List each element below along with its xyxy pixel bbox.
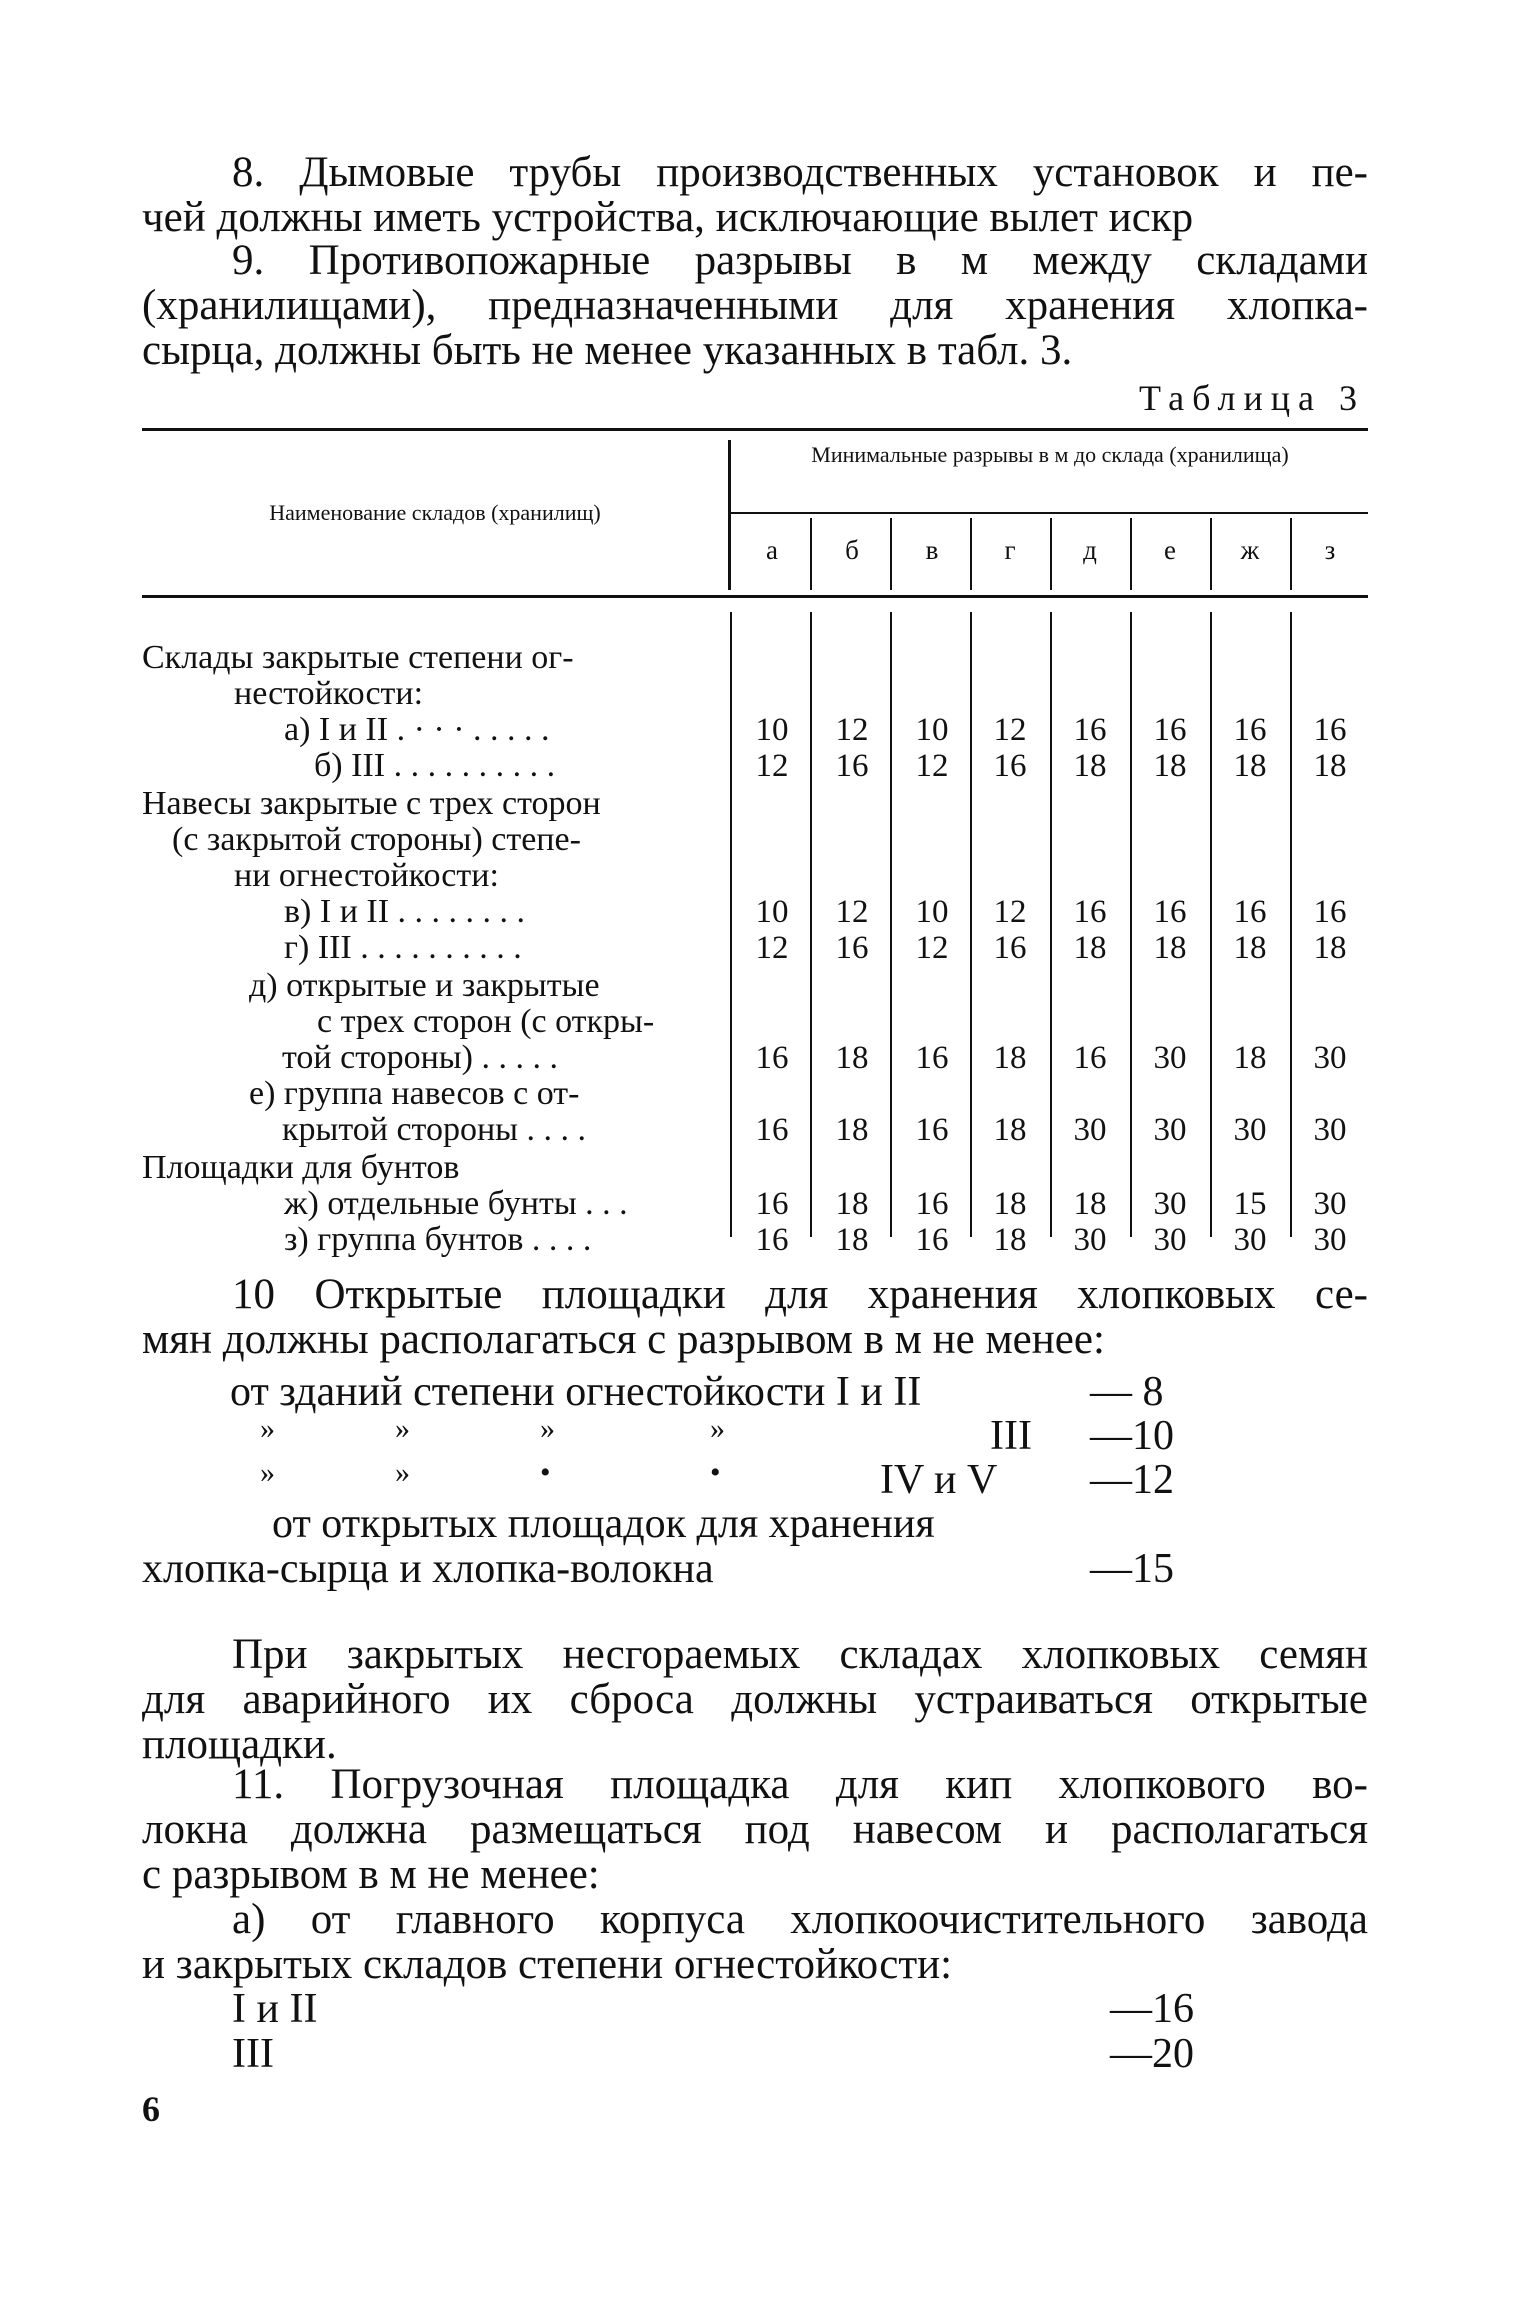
distance-item: IV и V	[880, 1457, 998, 1503]
column-letter: е	[1164, 535, 1176, 565]
table-cell: 18	[993, 1040, 1027, 1076]
table-cell: 12	[993, 894, 1027, 930]
body-column-separator	[890, 612, 892, 1237]
table-cell: 16	[993, 930, 1027, 966]
body-column-separator	[1130, 612, 1132, 1237]
table-cell: 18	[835, 1112, 869, 1148]
table-cell: 16	[1153, 894, 1187, 930]
row-label: крытой стороны . . . .	[282, 1111, 587, 1148]
table-cell: 16	[755, 1040, 789, 1076]
table-cell: 30	[1153, 1186, 1187, 1222]
text-line: и закрытых складов степени огнестойкости:	[142, 1941, 953, 1988]
row-label: нестойкости:	[234, 675, 424, 712]
text-line: площадки.	[142, 1721, 337, 1768]
table-cell: 16	[1073, 712, 1107, 748]
table-cell: 18	[1073, 748, 1107, 784]
text-line: сырца, должны быть не менее указанных в табл. 3.	[142, 327, 1073, 374]
table-cell: 16	[755, 1186, 789, 1222]
row-label: е) группа навесов с от-	[249, 1075, 580, 1112]
row-label: в) I и II . . . . . . . .	[284, 893, 526, 930]
table-cell: 18	[1233, 748, 1267, 784]
table-cell: 16	[1233, 712, 1267, 748]
section-9	[142, 238, 1368, 373]
table-cell: 12	[835, 712, 869, 748]
distance-item: III	[990, 1413, 1032, 1459]
table-cell: 18	[1153, 930, 1187, 966]
ditto-mark: »	[395, 1456, 410, 1489]
row-label: а) I и II . · · · . . . . .	[284, 711, 550, 748]
row-label: з) группа бунтов . . . .	[284, 1221, 592, 1258]
header-name: Наименование складов (хранилищ)	[269, 500, 601, 525]
text-line: 8. Дымовые трубы производственных установок и пе-	[232, 149, 1368, 196]
table-cell: 18	[1073, 1186, 1107, 1222]
column-letter: а	[766, 535, 778, 565]
ditto-mark: •	[710, 1456, 721, 1489]
table-cell: 16	[1233, 894, 1267, 930]
table-cell: 30	[1313, 1112, 1347, 1148]
table-cell: 30	[1313, 1186, 1347, 1222]
column-letter: ж	[1240, 535, 1260, 565]
table-cell: 10	[915, 894, 949, 930]
table-cell: 10	[755, 712, 789, 748]
text-line: мян должны располагаться с разрывом в м не менее:	[142, 1316, 1105, 1363]
row-label: д) открытые и закрытые	[249, 967, 600, 1004]
text-line: 10 Открытые площадки для хранения хлопковых се-	[232, 1271, 1368, 1318]
row-label: г) III . . . . . . . . . .	[284, 929, 522, 966]
ditto-mark: »	[540, 1412, 555, 1445]
page-number: 6	[142, 2089, 160, 2129]
section-10	[142, 1272, 1368, 1362]
row-label: ж) отдельные бунты . . .	[284, 1185, 628, 1222]
row-label: Площадки для бунтов	[142, 1149, 460, 1186]
table-cell: 15	[1233, 1186, 1267, 1222]
ditto-mark: »	[260, 1456, 275, 1489]
table-cell: 18	[993, 1186, 1027, 1222]
table-cell: 12	[835, 894, 869, 930]
table-cell: 16	[755, 1112, 789, 1148]
body-column-separator	[1210, 612, 1212, 1237]
table-cell: 12	[993, 712, 1027, 748]
table-cell: 18	[993, 1222, 1027, 1258]
section-8	[142, 150, 1368, 240]
text-line: (хранилищами), предназначенными для хранения хлопка-	[142, 282, 1368, 329]
row-label: б) III . . . . . . . . . .	[314, 747, 556, 784]
text-line: с разрывом в м не менее:	[142, 1851, 600, 1898]
header-column-separator	[1210, 518, 1212, 590]
body-column-separator	[970, 612, 972, 1237]
table-cell: 16	[915, 1222, 949, 1258]
table-caption: Таблица 3	[1139, 378, 1365, 418]
column-letter: в	[925, 535, 939, 565]
table-cell: 12	[755, 748, 789, 784]
row-label: с трех сторон (с откры-	[317, 1003, 655, 1040]
table-cell: 18	[1073, 930, 1107, 966]
section-11	[142, 1762, 1368, 1987]
distance-item: от зданий степени огнестойкости I и II	[230, 1369, 922, 1415]
table-cell: 30	[1153, 1040, 1187, 1076]
distance-item: от открытых площадок для хранения	[272, 1501, 935, 1547]
table-cell: 18	[993, 1112, 1027, 1148]
table-cell: 16	[755, 1222, 789, 1258]
header-column-separator	[1050, 518, 1052, 590]
table-cell: 30	[1313, 1222, 1347, 1258]
distance-value: —20	[1110, 2031, 1194, 2077]
header-divider	[728, 440, 731, 590]
column-letter: з	[1324, 535, 1336, 565]
table-cell: 30	[1233, 1222, 1267, 1258]
row-label: той стороны) . . . . .	[282, 1039, 558, 1076]
distance-value: —10	[1090, 1413, 1174, 1459]
distance-item: III	[232, 2031, 274, 2077]
row-label: Склады закрытые степени ог-	[142, 639, 574, 676]
table-header-rule	[142, 595, 1368, 598]
ditto-mark: »	[260, 1412, 275, 1445]
body-column-separator	[730, 612, 732, 1237]
table-cell: 16	[835, 930, 869, 966]
header-column-separator	[1130, 518, 1132, 590]
table-cell: 18	[835, 1186, 869, 1222]
body-column-separator	[810, 612, 812, 1237]
table-cell: 16	[993, 748, 1027, 784]
column-letter: б	[845, 535, 859, 565]
distance-value: —15	[1090, 1546, 1174, 1592]
table-cell: 16	[835, 748, 869, 784]
text-line: 11. Погрузочная площадка для кип хлопкового во-	[232, 1761, 1368, 1808]
ditto-mark: »	[710, 1412, 725, 1445]
table-cell: 18	[1153, 748, 1187, 784]
column-letter: д	[1083, 535, 1097, 565]
table-cell: 12	[755, 930, 789, 966]
distance-value: —12	[1090, 1457, 1174, 1503]
table-cell: 18	[1313, 930, 1347, 966]
header-column-separator	[970, 518, 972, 590]
row-label: ни огнестойкости:	[234, 857, 499, 894]
table-cell: 16	[1153, 712, 1187, 748]
table-cell: 30	[1153, 1222, 1187, 1258]
table-cell: 18	[1233, 930, 1267, 966]
ditto-mark: »	[395, 1412, 410, 1445]
table-cell: 16	[1073, 1040, 1107, 1076]
table-cell: 30	[1073, 1222, 1107, 1258]
header-group: Минимальные разрывы в м до склада (хранилища)	[811, 442, 1289, 467]
body-column-separator	[1050, 612, 1052, 1237]
text-line: локна должна размещаться под навесом и располагаться	[142, 1806, 1368, 1853]
table-cell: 10	[915, 712, 949, 748]
table-cell: 30	[1153, 1112, 1187, 1148]
table-cell: 18	[1313, 748, 1347, 784]
paragraph-closed-storage	[142, 1632, 1368, 1767]
table-cell: 30	[1233, 1112, 1267, 1148]
table-cell: 30	[1313, 1040, 1347, 1076]
distance-value: —16	[1110, 1986, 1194, 2032]
table-cell: 16	[915, 1112, 949, 1148]
body-column-separator	[1290, 612, 1292, 1237]
header-column-separator	[1290, 518, 1292, 590]
text-line: 9. Противопожарные разрывы в м между складами	[232, 237, 1368, 284]
row-label: Навесы закрытые с трех сторон	[142, 785, 601, 822]
distance-item: I и II	[232, 1986, 318, 2032]
table-cell: 16	[1073, 894, 1107, 930]
table-cell: 16	[1313, 712, 1347, 748]
table-cell: 16	[915, 1040, 949, 1076]
header-column-separator	[890, 518, 892, 590]
ditto-mark: •	[540, 1456, 551, 1489]
text-line: чей должны иметь устройства, исключающие вылет искр	[142, 194, 1194, 241]
text-line: для аварийного их сброса должны устраиваться открытые	[142, 1676, 1368, 1723]
text-line: а) от главного корпуса хлопкоочистительного завода	[232, 1896, 1368, 1943]
table-cell: 10	[755, 894, 789, 930]
row-label: (с закрытой стороны) степе-	[172, 821, 581, 858]
distance-value: — 8	[1090, 1369, 1164, 1415]
table-cell: 12	[915, 748, 949, 784]
table-cell: 12	[915, 930, 949, 966]
table-group-rule	[730, 512, 1368, 514]
distance-item: хлопка-сырца и хлопка-волокна	[142, 1546, 714, 1592]
table-cell: 16	[915, 1186, 949, 1222]
table-cell: 16	[1313, 894, 1347, 930]
header-column-separator	[810, 518, 812, 590]
table-cell: 30	[1073, 1112, 1107, 1148]
text-line: При закрытых несгораемых складах хлопковых семян	[232, 1631, 1368, 1678]
table-cell: 18	[835, 1222, 869, 1258]
table-top-rule	[142, 428, 1368, 431]
table-cell: 18	[1233, 1040, 1267, 1076]
table-cell: 18	[835, 1040, 869, 1076]
column-letter: г	[1004, 535, 1016, 565]
